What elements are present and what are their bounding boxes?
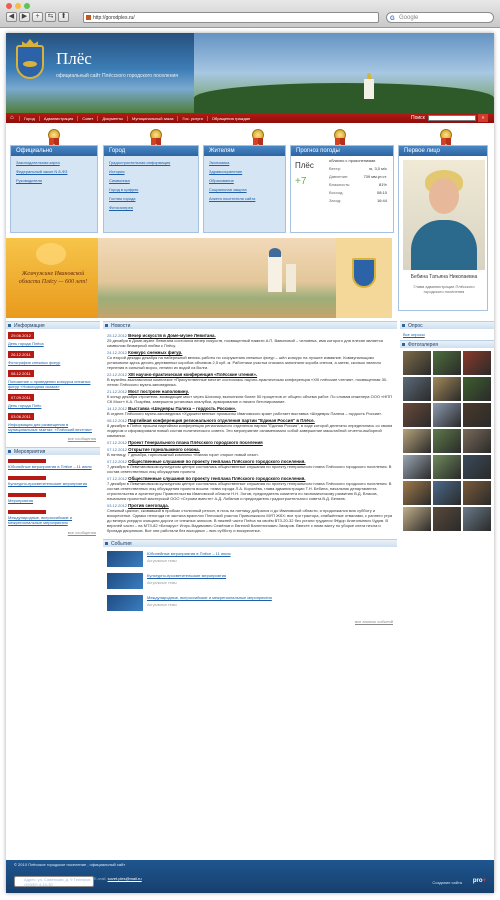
city-panel	[103, 145, 199, 233]
gallery-photo[interactable]	[433, 377, 461, 401]
site-header	[6, 33, 494, 113]
crown-icon	[22, 39, 38, 47]
main-content	[103, 321, 397, 630]
info-date: 29.06.2012	[8, 332, 34, 339]
share-button[interactable]: ⬆	[58, 12, 69, 22]
banner-church	[268, 256, 282, 292]
official-link[interactable]: Федеральный закон N 8-ФЗ	[16, 169, 68, 174]
close-window-button[interactable]	[6, 3, 12, 9]
news-title-link[interactable]: Конкурс снежных фигур.	[128, 350, 183, 355]
event-thumbnail[interactable]	[107, 551, 143, 567]
info-link[interactable]: Информация для размещения в муниципальных газетах: «Плёсский вестник»	[8, 422, 92, 432]
site-subtitle: официальный сайт Плёсского городского поселения	[56, 73, 178, 79]
info-link[interactable]: День города Плёс	[8, 403, 42, 408]
main-nav	[6, 113, 494, 123]
all-events-link[interactable]: все сообщения	[67, 530, 96, 535]
gallery-photo[interactable]	[463, 507, 491, 531]
home-icon[interactable]: ⌂	[10, 115, 14, 121]
news-text: В пятницу, 7 декабря, горнолыжный комплекс «Милая гора» открыл новый сезон.	[107, 452, 259, 457]
event-card-title[interactable]: Юбилейные мероприятия в Плёсе – 11 июля	[147, 551, 231, 556]
site-footer	[6, 860, 494, 893]
footer-email-label: E-mail:	[94, 876, 107, 881]
event-card-title[interactable]: Культурно-просветительские мероприятия	[147, 573, 227, 578]
news-list	[103, 329, 397, 539]
address-url: http://gorodples.ru/	[93, 15, 135, 21]
city-link[interactable]: Фотогалерея	[109, 205, 133, 210]
site-search-button[interactable]: »	[478, 114, 488, 122]
city-link[interactable]: История	[109, 169, 125, 174]
event-link[interactable]: Юбилейные мероприятия в Плёсе – 11 июля	[8, 464, 92, 469]
events-heading: Мероприятия	[6, 447, 100, 455]
footer-copyright: © 2010 Плёсское городское поселение , официальный сайт	[14, 862, 126, 867]
residents-link[interactable]: Образование	[209, 178, 234, 183]
reload-button[interactable]: ⇆	[45, 12, 56, 22]
news-date: 25.12.2012	[107, 333, 128, 338]
weather-body	[291, 156, 393, 203]
browser-search-input[interactable]	[386, 12, 494, 23]
footer-made-by: Создание сайта	[432, 880, 462, 885]
header-hills	[194, 83, 494, 113]
news-text: В отделе Плёсского музея-заповедника «Художественные промыслы Ивановского края» работает выставка «Шедевры Палеха – гордость России».	[107, 411, 383, 416]
event-thumbnail[interactable]	[107, 573, 143, 589]
info-item	[6, 391, 100, 410]
web-page	[6, 33, 494, 893]
weather-temperature: +7	[295, 176, 307, 187]
event-card	[107, 595, 393, 611]
residents-link[interactable]: Анкета посетителя сайта	[209, 196, 256, 201]
news-text: 7 декабря в Левитановском культурном центре состоялись общественные слушания по проекту генерального плана Плёсского городского поселения. В состав ответственных лиц обсуждения проекта	[107, 464, 392, 474]
favicon-icon	[86, 15, 91, 20]
gallery-photo[interactable]	[433, 481, 461, 505]
official-name[interactable]: Бебина Татьяна Николаевна	[410, 274, 478, 280]
weather-row: Давление: 739 мм.рт.ст.	[329, 174, 387, 179]
gallery-photo[interactable]	[463, 481, 491, 505]
banner-coat-of-arms-icon	[352, 258, 376, 288]
residents-link[interactable]: Социальная защита	[209, 187, 247, 192]
news-entry	[107, 350, 393, 370]
news-title-link[interactable]: Мост построен наполовину.	[128, 389, 189, 394]
nav-item-citizen-appeals[interactable]: Обращения граждан	[207, 116, 254, 121]
news-entry	[107, 333, 393, 348]
back-button[interactable]: ◀	[6, 12, 17, 22]
header-church-dome	[367, 73, 371, 79]
news-title-link[interactable]: Вечер искусств в Доме-музее Левитана.	[128, 333, 216, 338]
forward-button[interactable]: ▶	[19, 12, 30, 22]
info-link[interactable]: Фотография снежных фигур	[8, 360, 61, 365]
news-entry	[107, 418, 393, 438]
banner-text: Жемчужине Ивановской области Плёсу — 600 лет!	[18, 271, 88, 285]
address-bar[interactable]	[83, 12, 379, 23]
all-info-link[interactable]: все сообщения	[67, 436, 96, 441]
news-date: 24.12.2012	[107, 350, 128, 355]
official-panel-title[interactable]: Официально	[11, 146, 97, 156]
news-entry	[107, 440, 393, 445]
news-entry	[107, 503, 393, 533]
gallery-photo[interactable]	[433, 403, 461, 427]
event-card-sub: Актуальные темы	[147, 559, 177, 563]
info-link[interactable]: Положение о проведении конкурса снежных фигур «Новогодняя сказка»	[8, 379, 91, 389]
news-entry	[107, 406, 393, 416]
info-link[interactable]: День города Плёса	[8, 341, 44, 346]
city-link[interactable]: Город в цифрах	[109, 187, 139, 192]
gallery-photo[interactable]	[433, 507, 461, 531]
news-date: 07.12.2012	[107, 459, 128, 464]
gallery-heading: Фотогалерея	[400, 340, 494, 348]
gallery-photo[interactable]	[403, 377, 431, 401]
anniversary-banner[interactable]	[6, 238, 98, 318]
gallery-photo[interactable]	[463, 403, 491, 427]
gallery-photo[interactable]	[463, 455, 491, 479]
fish-icon	[23, 61, 37, 67]
weather-row: Восход: 08:10	[329, 190, 387, 195]
weather-condition: облачно с прояснениями	[329, 158, 376, 163]
info-heading: Информация	[6, 321, 100, 329]
news-title-link[interactable]: Общественные слушания по проекту генплана Плёсского городского поселения.	[128, 476, 306, 481]
search-label: Поиск	[411, 115, 425, 121]
add-bookmark-button[interactable]: +	[32, 12, 43, 22]
news-title-link[interactable]: Партийная конференция регионального отделения партии "Единая Россия" в Плёсе.	[128, 418, 315, 423]
news-date: 08.12.2012	[107, 418, 128, 423]
banner-bell-tower	[286, 264, 296, 292]
banner-church-dome	[269, 248, 281, 257]
official-portrait-photo[interactable]	[403, 160, 485, 270]
site-title[interactable]: Плёс	[56, 49, 92, 68]
zoom-window-button[interactable]	[24, 3, 30, 9]
weather-row: Ветер: ю, 3,0 м/с	[329, 166, 387, 171]
gallery-photo[interactable]	[403, 507, 431, 531]
news-entry	[107, 459, 393, 474]
poll-heading: Опрос	[400, 321, 494, 329]
weather-city: Плёс	[295, 161, 314, 170]
info-date: 08.12.2011	[8, 370, 34, 377]
first-person-panel	[398, 145, 488, 311]
nav-item-gov-services[interactable]: Гос. услуги	[177, 116, 206, 121]
news-text: 25 декабря в Доме-музее Левитана состоялся вечер искусств, посвященный памяти А.П. Вавиловой – человека, имя которого для плесян является символом безмерной любви к Плёсу.	[107, 338, 383, 348]
info-date: 03.06.2011	[8, 413, 34, 420]
info-item	[6, 348, 100, 367]
photo-gallery	[400, 348, 494, 534]
all-polls-link[interactable]: Все опросы	[403, 332, 425, 337]
gallery-photo[interactable]	[403, 429, 431, 453]
footer-email-link[interactable]: sovet.ples@mail.ru	[107, 876, 142, 881]
news-date: 07.12.2012	[107, 440, 128, 445]
news-text: Со второй декады декабря на набережной велись работы по сооружению снежных фигур – шёл конкурс на лучшее изваяние. Коммунальщики установили здесь десять деревянных коробов объемом 2,5 куб. м. Работники участка сначала заполняли короба снегом, а затем, сколько хватило терпения в сильный мороз, лепили их водой из Волги.	[107, 355, 382, 370]
banner-panorama	[98, 238, 336, 318]
gallery-photo[interactable]	[433, 351, 461, 375]
weather-details	[329, 158, 387, 206]
news-entry	[107, 447, 393, 457]
news-title-link[interactable]: Против снегопада.	[128, 503, 169, 508]
residents-panel	[203, 145, 286, 233]
coat-of-arms-icon[interactable]	[16, 45, 44, 79]
official-link[interactable]: Руководители	[16, 178, 42, 183]
news-title-link[interactable]: Общественные слушания по проекту генплана Плёсского городского поселения.	[128, 459, 306, 464]
banner-ornament	[36, 243, 66, 265]
right-sidebar	[400, 321, 494, 534]
news-title-link[interactable]: Проект Генерального плана Плёсского городского поселения	[128, 440, 263, 445]
nav-item-city[interactable]: Город	[19, 116, 39, 121]
info-date: 26.12.2011	[8, 351, 34, 358]
event-card	[107, 573, 393, 589]
header-church	[364, 79, 374, 99]
minimize-window-button[interactable]	[15, 3, 21, 9]
site-search-input[interactable]	[428, 115, 476, 121]
banner-crest-area	[336, 238, 392, 318]
residents-link[interactable]: Экономика	[209, 160, 230, 165]
event-card-sub: Актуальные темы	[147, 581, 177, 585]
gallery-photo[interactable]	[463, 377, 491, 401]
news-text: Снежный циклон, сковавший в пробках столичный регион, в ночь на пятницу добрался и до Ивановской области, и продолжался всю субботу и воскресенье. Однако непогода не застала врасплох Плесский участок Приволжского МУП ЖКХ: все три трактора, снабжённые отвалами, с раннего утра до вечера усердно очищали дороги от снежных заносов. В нижней части Плёса на своём ВТЗ-20-32 без устали трудился Фёдор Анатольевич Чудов. В верхней части – на МТЗ-82 «Беларус» Игорь Вадимович Семёнов и Евгений Валентинович Захаров. Вместе с ними вахту по уборке снега несла и бригада дворников. Все они работали без выходных – всю субботу и воскресенье.	[107, 508, 393, 533]
footer-address: Адрес: ул. Советская, д. 9 Телефон: (49339) 4-10-30	[14, 876, 94, 887]
developer-logo[interactable]: pro+	[472, 878, 486, 884]
gallery-photo[interactable]	[403, 481, 431, 505]
event-thumbnail[interactable]	[107, 595, 143, 611]
news-text: 8 декабря в Плёсе прошла партийная конференция регионального отделения партии "Единая Россия", в ходе которой делегаты определились со своим лидером и сформировали новый состав политического совета. Это мероприятие ознаменовало собой завершение масштабной отчетно-выборной кампании.	[107, 423, 393, 438]
residents-panel-title[interactable]: Жителям	[204, 146, 285, 156]
first-person-panel-title[interactable]: Первое лицо	[399, 146, 487, 156]
news-entry	[107, 372, 393, 387]
weather-row: Заход: 16:44	[329, 198, 387, 203]
event-card	[107, 551, 393, 567]
window-controls	[6, 3, 30, 9]
news-entry	[107, 389, 393, 404]
weather-row: Влажность: 81%	[329, 182, 387, 187]
browser-toolbar	[0, 0, 500, 28]
city-panel-title[interactable]: Город	[104, 146, 198, 156]
left-sidebar	[6, 321, 100, 541]
news-title-link[interactable]: Открытие горнолыжного сезона.	[128, 447, 200, 452]
news-date: 07.12.2012	[107, 476, 128, 481]
news-date: 22.12.2012	[107, 372, 128, 377]
nav-item-administration[interactable]: Администрация	[39, 116, 77, 121]
gallery-photo[interactable]	[433, 429, 461, 453]
residents-link[interactable]: Здравоохранение	[209, 169, 243, 174]
events-section-heading: События	[103, 539, 397, 547]
google-icon: G	[390, 16, 395, 22]
info-date: 07.09.2011	[8, 394, 34, 401]
official-panel	[10, 145, 98, 233]
info-item	[6, 329, 100, 348]
news-text: В музейно-выставочном комплексе «Присутственные места» состоялась научно-практическая конференция «XIII плёсские чтения», посвященная 30-летию Плёсского музея-заповедника.	[107, 377, 388, 387]
city-link[interactable]: Градостроительная информация	[109, 160, 171, 165]
news-heading: Новости	[103, 321, 397, 329]
news-title-link[interactable]: Выставка «Шедевры Палеха – гордость России».	[128, 406, 237, 411]
nav-item-documents[interactable]: Документы	[97, 116, 127, 121]
city-link[interactable]: Символика	[109, 178, 130, 183]
gallery-photo[interactable]	[403, 403, 431, 427]
official-link[interactable]: Законодательная карта	[16, 160, 60, 165]
news-date: 07.12.2012	[107, 447, 128, 452]
all-event-announcements-link[interactable]: все анонсы событий	[354, 619, 393, 624]
gallery-photo[interactable]	[403, 455, 431, 479]
official-role: Глава администрации Плёсского городского поселения	[413, 284, 475, 294]
event-card-title[interactable]: Международные, всероссийские и межрегиональные мероприятия	[147, 595, 272, 600]
footer-email	[94, 876, 142, 881]
event-link[interactable]: Культурно-просветительские мероприятия	[8, 481, 88, 486]
nav-item-municipal-order[interactable]: Муниципальный заказ	[127, 116, 178, 121]
news-text: К концу декабря строители, возводящие мост через Шохонку, выполнили более 50 процентов от общего объема работ. По словам инженера ООО «НПП СК Мост» К.А. Псарёва, завершена установка опалубки, армирование и начато бетонирование.	[107, 394, 392, 404]
nav-item-council[interactable]: Совет	[77, 116, 97, 121]
city-link[interactable]: Гостям города	[109, 196, 136, 201]
news-title-link[interactable]: XIII научно-практическая конференция «Плёсские чтения».	[128, 372, 258, 377]
event-link[interactable]: Мероприятия	[8, 498, 34, 503]
gallery-photo[interactable]	[403, 351, 431, 375]
browser-search-placeholder: Google	[399, 15, 419, 21]
event-link[interactable]: Международные, всероссийские и межрегиональные мероприятия	[8, 515, 73, 525]
browser-nav-buttons	[6, 12, 69, 22]
news-date: 03.12.2012	[107, 503, 128, 508]
news-text: 7 декабря в Левитановском культурном центре состоялись общественные слушания по проекту генерального плана Плёсского городского поселения. В состав ответственных лиц обсуждения проекта вошли: глава города Л.А. Королёва, глава администрации Т.Н. Бебина, начальник департамента строительства и архитектуры Правительства Ивановской области Н.Н. Зотов, председатель комитета по экономическому развитию В.Д. Власов, начальник проектной мастерской ООО «Строим вместе» А.Д. Лобанов и председатель градостроительного совета В.Д. Беляев.	[107, 481, 392, 501]
info-item	[6, 367, 100, 391]
event-card-sub: Актуальные темы	[147, 603, 177, 607]
news-date: 21.12.2012	[107, 389, 128, 394]
gallery-photo[interactable]	[433, 455, 461, 479]
info-item	[6, 410, 100, 434]
news-date: 14.12.2012	[107, 406, 128, 411]
weather-panel-title: Прогноз погоды	[291, 146, 393, 156]
weather-panel	[290, 145, 394, 233]
gallery-photo[interactable]	[463, 351, 491, 375]
news-entry	[107, 476, 393, 501]
gallery-photo[interactable]	[463, 429, 491, 453]
